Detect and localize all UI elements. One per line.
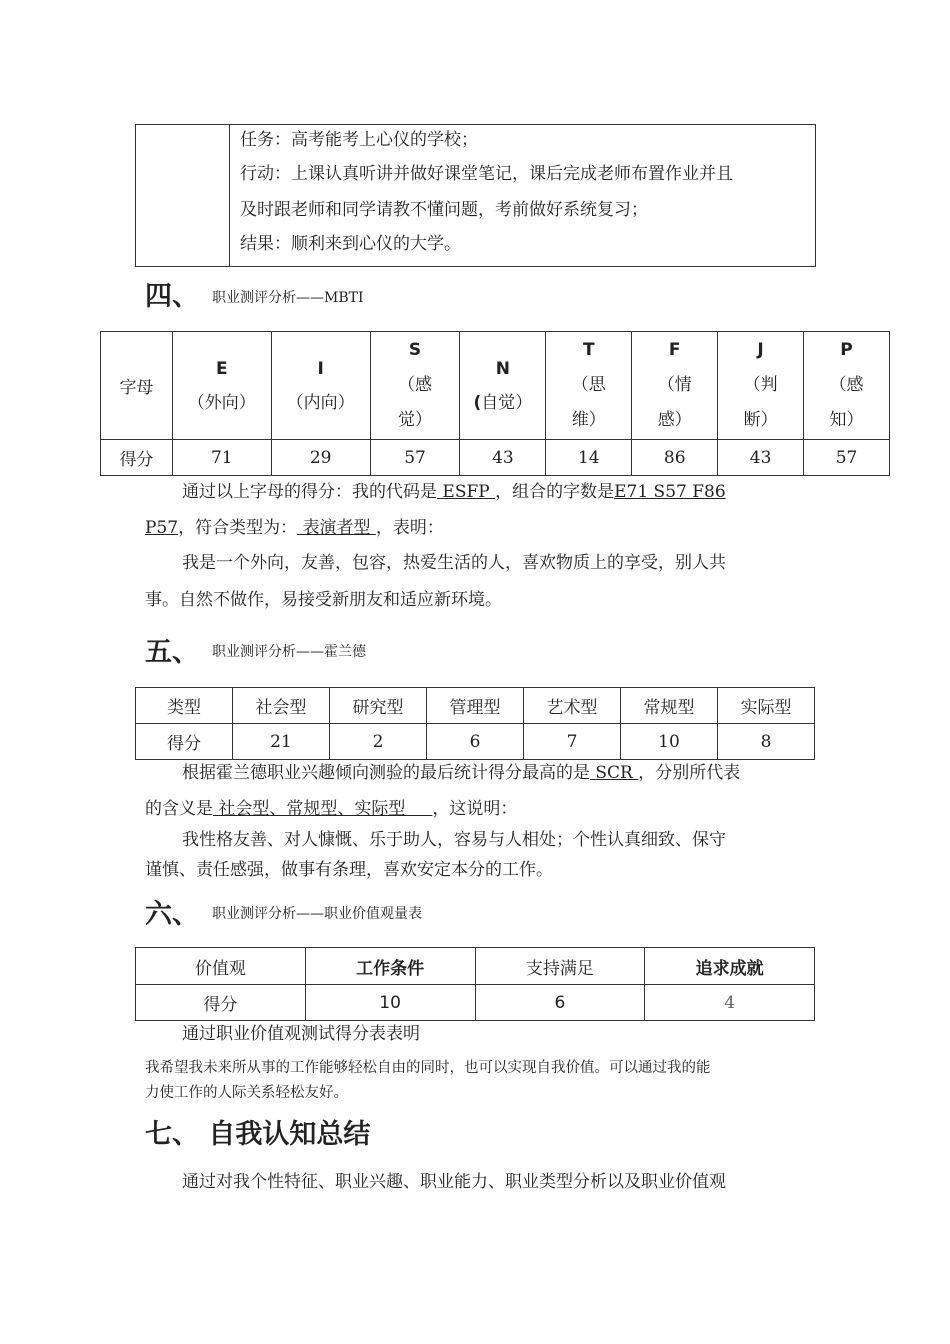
mbti-meaning: 维） [571, 410, 606, 430]
mbti-score-P: 57 [804, 440, 890, 476]
mbti-meaning: 断） [743, 410, 778, 430]
mbti-meaning: 知） [829, 410, 864, 430]
mbti-table [100, 331, 890, 476]
holland-header-cell: 管理型 [427, 688, 524, 724]
mbti-score-N: 43 [460, 440, 546, 476]
holland-table [135, 687, 815, 760]
text: 根据霍兰德职业兴趣倾向测验的最后统计得分最高的是 [182, 763, 590, 783]
mbti-letter-row [101, 332, 890, 440]
mbti-combo: P57 [145, 518, 179, 538]
top-box-line-2: 行动：上课认真听讲并做好课堂笔记，课后完成老师布置作业并且 [240, 164, 733, 184]
text: ，符合类型为： [178, 518, 298, 538]
mbti-score-S: 57 [370, 440, 460, 476]
text: 的含义是 [145, 799, 213, 819]
values-header-cell: 工作条件 [305, 948, 475, 985]
mbti-meaning: 觉） [398, 410, 433, 430]
sec4-para2-line2: 事。自然不做作，易接受新朋友和适应新环境。 [145, 590, 502, 610]
sec7-para1: 通过对我个性特征、职业兴趣、职业能力、职业类型分析以及职业价值观 [182, 1172, 726, 1192]
mbti-letter: I [317, 358, 324, 379]
mbti-score-I: 29 [271, 440, 370, 476]
mbti-meaning: （感 [829, 375, 864, 395]
mbti-row-label: 字母 [101, 332, 173, 440]
sec7-title: 七、 自我认知总结 [145, 1119, 371, 1150]
top-box [135, 124, 816, 267]
holland-score-cell: 7 [524, 724, 621, 760]
top-box-line-3: 及时跟老师和同学请教不懂问题，考前做好系统复习； [240, 200, 648, 220]
mbti-meaning: （内向） [286, 392, 355, 413]
mbti-col-T [546, 332, 632, 440]
holland-score-cell: 6 [427, 724, 524, 760]
values-header-cell: 价值观 [136, 948, 306, 985]
mbti-meaning: ( [473, 392, 482, 413]
sec5-para2-line2: 谨慎、责任感强，做事有条理，喜欢安定本分的工作。 [145, 860, 553, 880]
mbti-letter: N [495, 358, 511, 379]
mbti-meaning: （感 [398, 375, 433, 395]
mbti-meaning: （思 [571, 375, 606, 395]
mbti-letter: T [583, 340, 595, 360]
mbti-meaning: （情 [657, 375, 692, 395]
top-box-line-4: 结果：顺利来到心仪的大学。 [240, 234, 461, 254]
sec6-para1: 通过职业价值观测试得分表表明 [182, 1024, 420, 1044]
holland-header-cell: 常规型 [621, 688, 718, 724]
mbti-score-label: 得分 [101, 440, 173, 476]
sec4-para1-line2 [145, 510, 444, 546]
top-box-line-1: 任务：高考能考上心仪的学校； [240, 130, 478, 150]
mbti-score-E: 71 [172, 440, 271, 476]
mbti-col-P [804, 332, 890, 440]
mbti-combo: E71 S57 F86 [614, 482, 726, 502]
text: ，分别所代表 [638, 763, 741, 783]
values-table [135, 947, 815, 1021]
sec5-para1-line1 [182, 755, 740, 791]
mbti-score-J: 43 [718, 440, 804, 476]
sec5-para2-line1: 我性格友善、对人慷慨、乐于助人，容易与人相处；个性认真细致、保守 [182, 830, 726, 850]
sec4-para1-line1 [182, 474, 726, 510]
mbti-score-row [101, 440, 890, 476]
holland-header-cell: 艺术型 [524, 688, 621, 724]
sec5-number: 五、 [145, 637, 199, 668]
sec6-title: 职业测评分析——职业价值观量表 [212, 906, 422, 922]
mbti-meaning: 自觉） [481, 392, 533, 413]
mbti-letter: S [408, 340, 422, 360]
values-header-row [136, 948, 815, 985]
values-score-cell: 得分 [136, 985, 306, 1021]
mbti-meaning: （判 [743, 375, 778, 395]
sec6-para2-line2: 力使工作的人际关系轻松友好。 [145, 1085, 348, 1101]
mbti-letter: J [757, 340, 764, 360]
mbti-letter: E [215, 358, 228, 379]
values-header-cell: 追求成就 [645, 948, 815, 985]
values-score-cell: 6 [475, 985, 645, 1021]
mbti-score-T: 14 [546, 440, 632, 476]
holland-header-row [136, 688, 815, 724]
sec6-number: 六、 [145, 899, 199, 930]
mbti-letter: F [668, 340, 681, 360]
sec4-title: 职业测评分析——MBTI [212, 290, 364, 306]
mbti-letter: P [840, 340, 853, 360]
text: ，表明： [375, 518, 444, 538]
mbti-col-S [370, 332, 460, 440]
values-header-cell: 支持满足 [475, 948, 645, 985]
holland-types: 社会型、常规型、实际型 [213, 799, 433, 819]
mbti-score-F: 86 [632, 440, 718, 476]
holland-score-cell: 10 [621, 724, 718, 760]
mbti-code: ESFP [437, 482, 496, 502]
sec6-para2-line1: 我希望我未来所从事的工作能够轻松自由的同时，也可以实现自我价值。可以通过我的能 [145, 1060, 711, 1076]
holland-score-cell: 21 [233, 724, 330, 760]
text: ，组合的字数是 [495, 482, 615, 502]
sec5-para1-line2 [145, 791, 517, 827]
holland-header-cell: 研究型 [330, 688, 427, 724]
mbti-col-E [172, 332, 271, 440]
sec4-number: 四、 [145, 281, 199, 312]
holland-code: SCR [590, 763, 639, 783]
mbti-type: 表演者型 [297, 518, 376, 538]
holland-score-cell: 2 [330, 724, 427, 760]
holland-header-cell: 类型 [136, 688, 233, 724]
sec4-para2-line1: 我是一个外向，友善，包容，热爱生活的人，喜欢物质上的享受，别人共 [182, 553, 726, 573]
text: ，这说明： [432, 799, 518, 819]
top-box-left-cell [229, 125, 230, 266]
text: 通过以上字母的得分：我的代码是 [182, 482, 437, 502]
values-score-cell: 10 [305, 985, 475, 1021]
mbti-meaning: （外向） [187, 392, 256, 413]
mbti-col-N [460, 332, 546, 440]
values-score-cell: 4 [645, 985, 815, 1021]
holland-header-cell: 社会型 [233, 688, 330, 724]
mbti-col-I [271, 332, 370, 440]
mbti-meaning: 感） [657, 410, 692, 430]
holland-score-cell: 8 [718, 724, 815, 760]
sec5-title: 职业测评分析——霍兰德 [212, 644, 366, 660]
mbti-col-J [718, 332, 804, 440]
holland-header-cell: 实际型 [718, 688, 815, 724]
holland-score-cell: 得分 [136, 724, 233, 760]
mbti-col-F [632, 332, 718, 440]
